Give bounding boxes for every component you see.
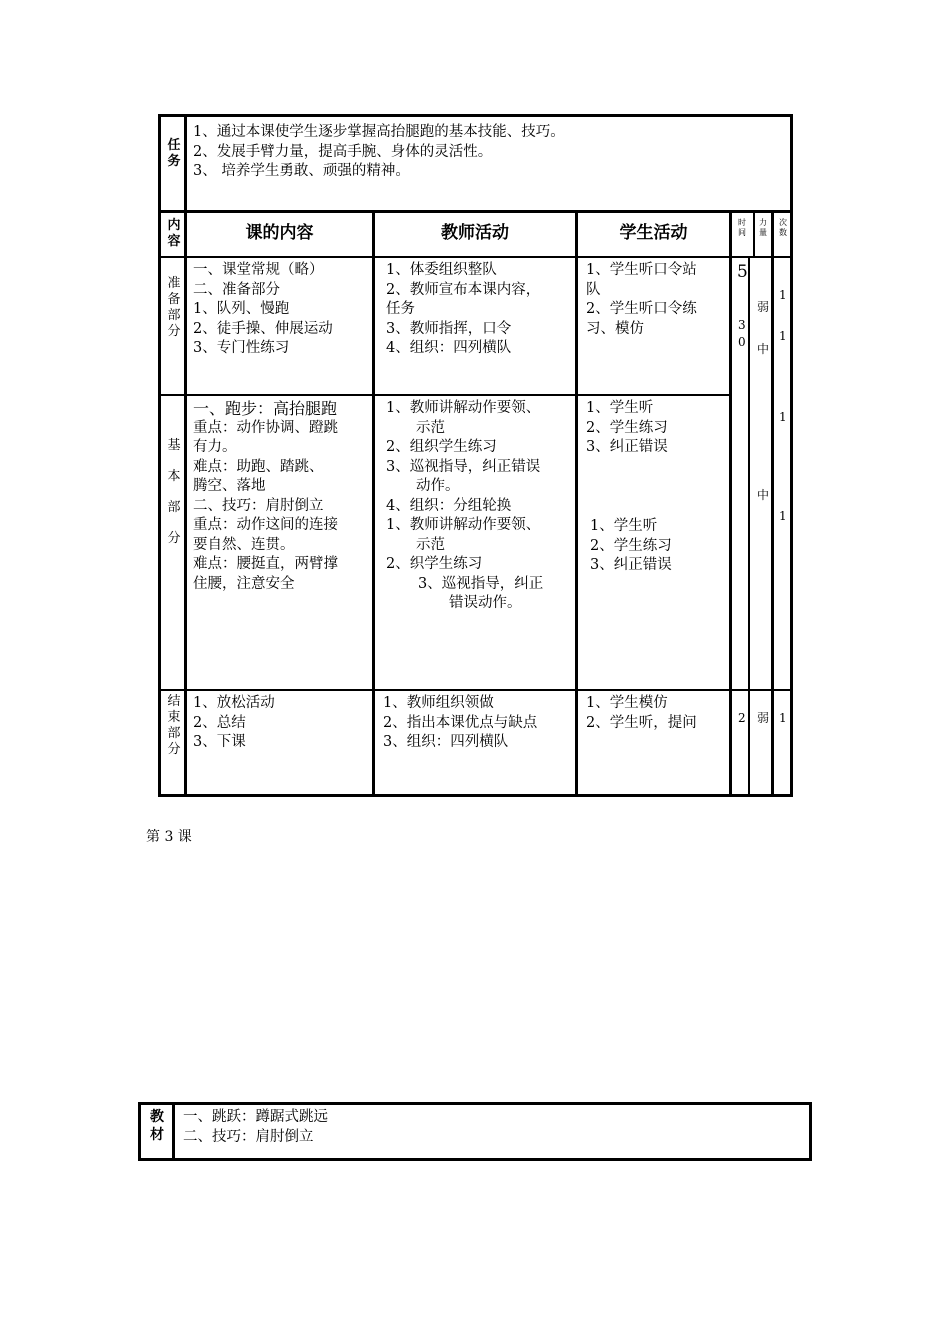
teacher-line: 4、组织：分组轮换 (386, 497, 512, 514)
content-line: 要自然、连贯。 (193, 536, 295, 553)
preparation-time: 5 (737, 262, 748, 282)
student-line: 2、学生听，提问 (586, 714, 697, 731)
task-line: 2、发展手臂力量，提高手腕、身体的灵活性。 (193, 143, 493, 160)
header-time: 时间 (738, 218, 746, 237)
content-line: 1、队列、慢跑 (193, 301, 290, 317)
col-divider (184, 114, 187, 797)
teacher-line: 2、组织学生练习 (386, 439, 497, 455)
teacher-line: 3、组织：四列横队 (383, 734, 509, 750)
lesson-title: 第 3 课 (146, 829, 192, 845)
basic-teacher (386, 399, 543, 614)
preparation-student (586, 261, 697, 339)
task-line: 3、 培养学生勇敢、顽强的精神。 (193, 163, 410, 179)
teacher-line: 示范 (416, 536, 445, 553)
task-label: 任务 (167, 138, 181, 169)
materials-line: 二、技巧：肩肘倒立 (183, 1128, 314, 1145)
preparation-content (193, 261, 333, 359)
student-line: 2、学生听口令练 (586, 301, 697, 317)
header-student-activity: 学生活动 (619, 223, 688, 243)
student-line: 2、学生练习 (586, 419, 668, 436)
row-divider (158, 394, 732, 396)
teacher-line: 1、教师讲解动作要领、 (386, 400, 541, 416)
teacher-line: 3、巡视指导，纠正 (418, 575, 544, 592)
content-line: 二、准备部分 (193, 281, 280, 298)
teacher-line: 任务 (386, 301, 415, 317)
section-basic: 基本部分 (167, 438, 181, 546)
materials-label: 教材 (150, 1109, 164, 1143)
section-preparation: 准备部分 (167, 276, 181, 339)
basic-content (193, 399, 338, 594)
content-line: 有力。 (193, 439, 237, 455)
header-count: 次数 (779, 218, 787, 237)
teacher-line: 4、组织：四列横队 (386, 340, 512, 356)
ending-intensity: 弱 (757, 711, 770, 725)
col-divider (729, 210, 732, 797)
teacher-line: 1、体委组织整队 (386, 262, 497, 278)
preparation-time: 3 (738, 318, 746, 332)
row-divider (158, 256, 793, 258)
col-divider (771, 210, 774, 797)
student-line: 3、纠正错误 (586, 439, 668, 455)
teacher-line: 2、指出本课优点与缺点 (383, 714, 538, 731)
teacher-line: 动作。 (416, 478, 460, 494)
content-line: 难点：助跑、踏跳、 (193, 458, 324, 475)
teacher-line: 3、教师指挥，口令 (386, 320, 512, 337)
materials-text (183, 1108, 328, 1147)
header-lesson-content: 课的内容 (245, 223, 314, 243)
ending-count: 1 (779, 711, 787, 725)
teacher-line: 1、教师组织领做 (383, 695, 494, 711)
basic-count: 1 (779, 410, 787, 424)
row-divider (158, 689, 793, 691)
basic-count: 1 (779, 509, 787, 523)
student-line: 1、学生听 (590, 518, 658, 534)
task-text (193, 123, 565, 182)
basic-student-2 (590, 517, 672, 576)
student-line: 1、学生听口令站 (586, 262, 697, 278)
content-line: 重点：动作协调、蹬跳 (193, 419, 338, 436)
col-divider (753, 210, 755, 258)
content-line: 难点：腰挺直，两臂撑 (193, 556, 338, 572)
content-line: 2、徒手操、伸展运动 (193, 320, 333, 337)
content-line: 2、总结 (193, 714, 246, 731)
preparation-intensity: 中 (757, 342, 770, 356)
basic-student (586, 399, 668, 458)
content-line: 1、放松活动 (193, 695, 275, 711)
preparation-teacher (386, 261, 540, 359)
header-intensity: 力量 (759, 218, 767, 237)
teacher-line: 错误动作。 (449, 595, 522, 611)
col-divider (172, 1102, 175, 1161)
student-line: 习、模仿 (586, 320, 644, 337)
student-line: 1、学生模仿 (586, 695, 668, 711)
teacher-line: 2、织学生练习 (386, 556, 483, 572)
row-divider (158, 210, 793, 213)
header-teacher-activity: 教师活动 (441, 223, 509, 243)
col-divider (372, 210, 375, 797)
preparation-time: 0 (738, 335, 746, 349)
teacher-line: 1、教师讲解动作要领、 (386, 517, 541, 533)
content-line: 重点：动作这间的连接 (193, 517, 338, 533)
teacher-line: 2、教师宣布本课内容， (386, 281, 541, 298)
section-ending: 结束部分 (167, 694, 181, 757)
ending-content (193, 694, 275, 753)
student-line: 1、学生听 (586, 400, 654, 416)
content-line: 二、技巧：肩肘倒立 (193, 497, 324, 514)
preparation-intensity: 弱 (757, 300, 770, 314)
ending-time: 2 (738, 711, 746, 725)
task-line: 1、通过本课使学生逐步掌握高抬腿跑的基本技能、技巧。 (193, 124, 565, 140)
student-line: 3、纠正错误 (590, 557, 672, 573)
col-divider (575, 210, 578, 797)
teacher-line: 示范 (416, 419, 445, 436)
header-content-label: 内容 (167, 218, 181, 249)
content-line: 一、跑步：高抬腿跑 (193, 399, 338, 418)
content-line: 3、下课 (193, 734, 246, 750)
ending-student (586, 694, 697, 733)
col-divider (748, 258, 750, 797)
student-line: 队 (586, 281, 601, 298)
content-line: 腾空、落地 (193, 478, 266, 494)
content-line: 一、课堂常规（略） (193, 262, 324, 278)
teacher-line: 3、巡视指导，纠正错误 (386, 458, 541, 475)
basic-intensity: 中 (757, 488, 770, 502)
materials-line: 一、跳跃：蹲踞式跳远 (183, 1109, 328, 1125)
student-line: 2、学生练习 (590, 537, 672, 554)
preparation-count: 1 (779, 329, 787, 343)
preparation-count: 1 (779, 288, 787, 302)
content-line: 住腰，注意安全 (193, 575, 295, 592)
ending-teacher (383, 694, 537, 753)
content-line: 3、专门性练习 (193, 340, 290, 356)
